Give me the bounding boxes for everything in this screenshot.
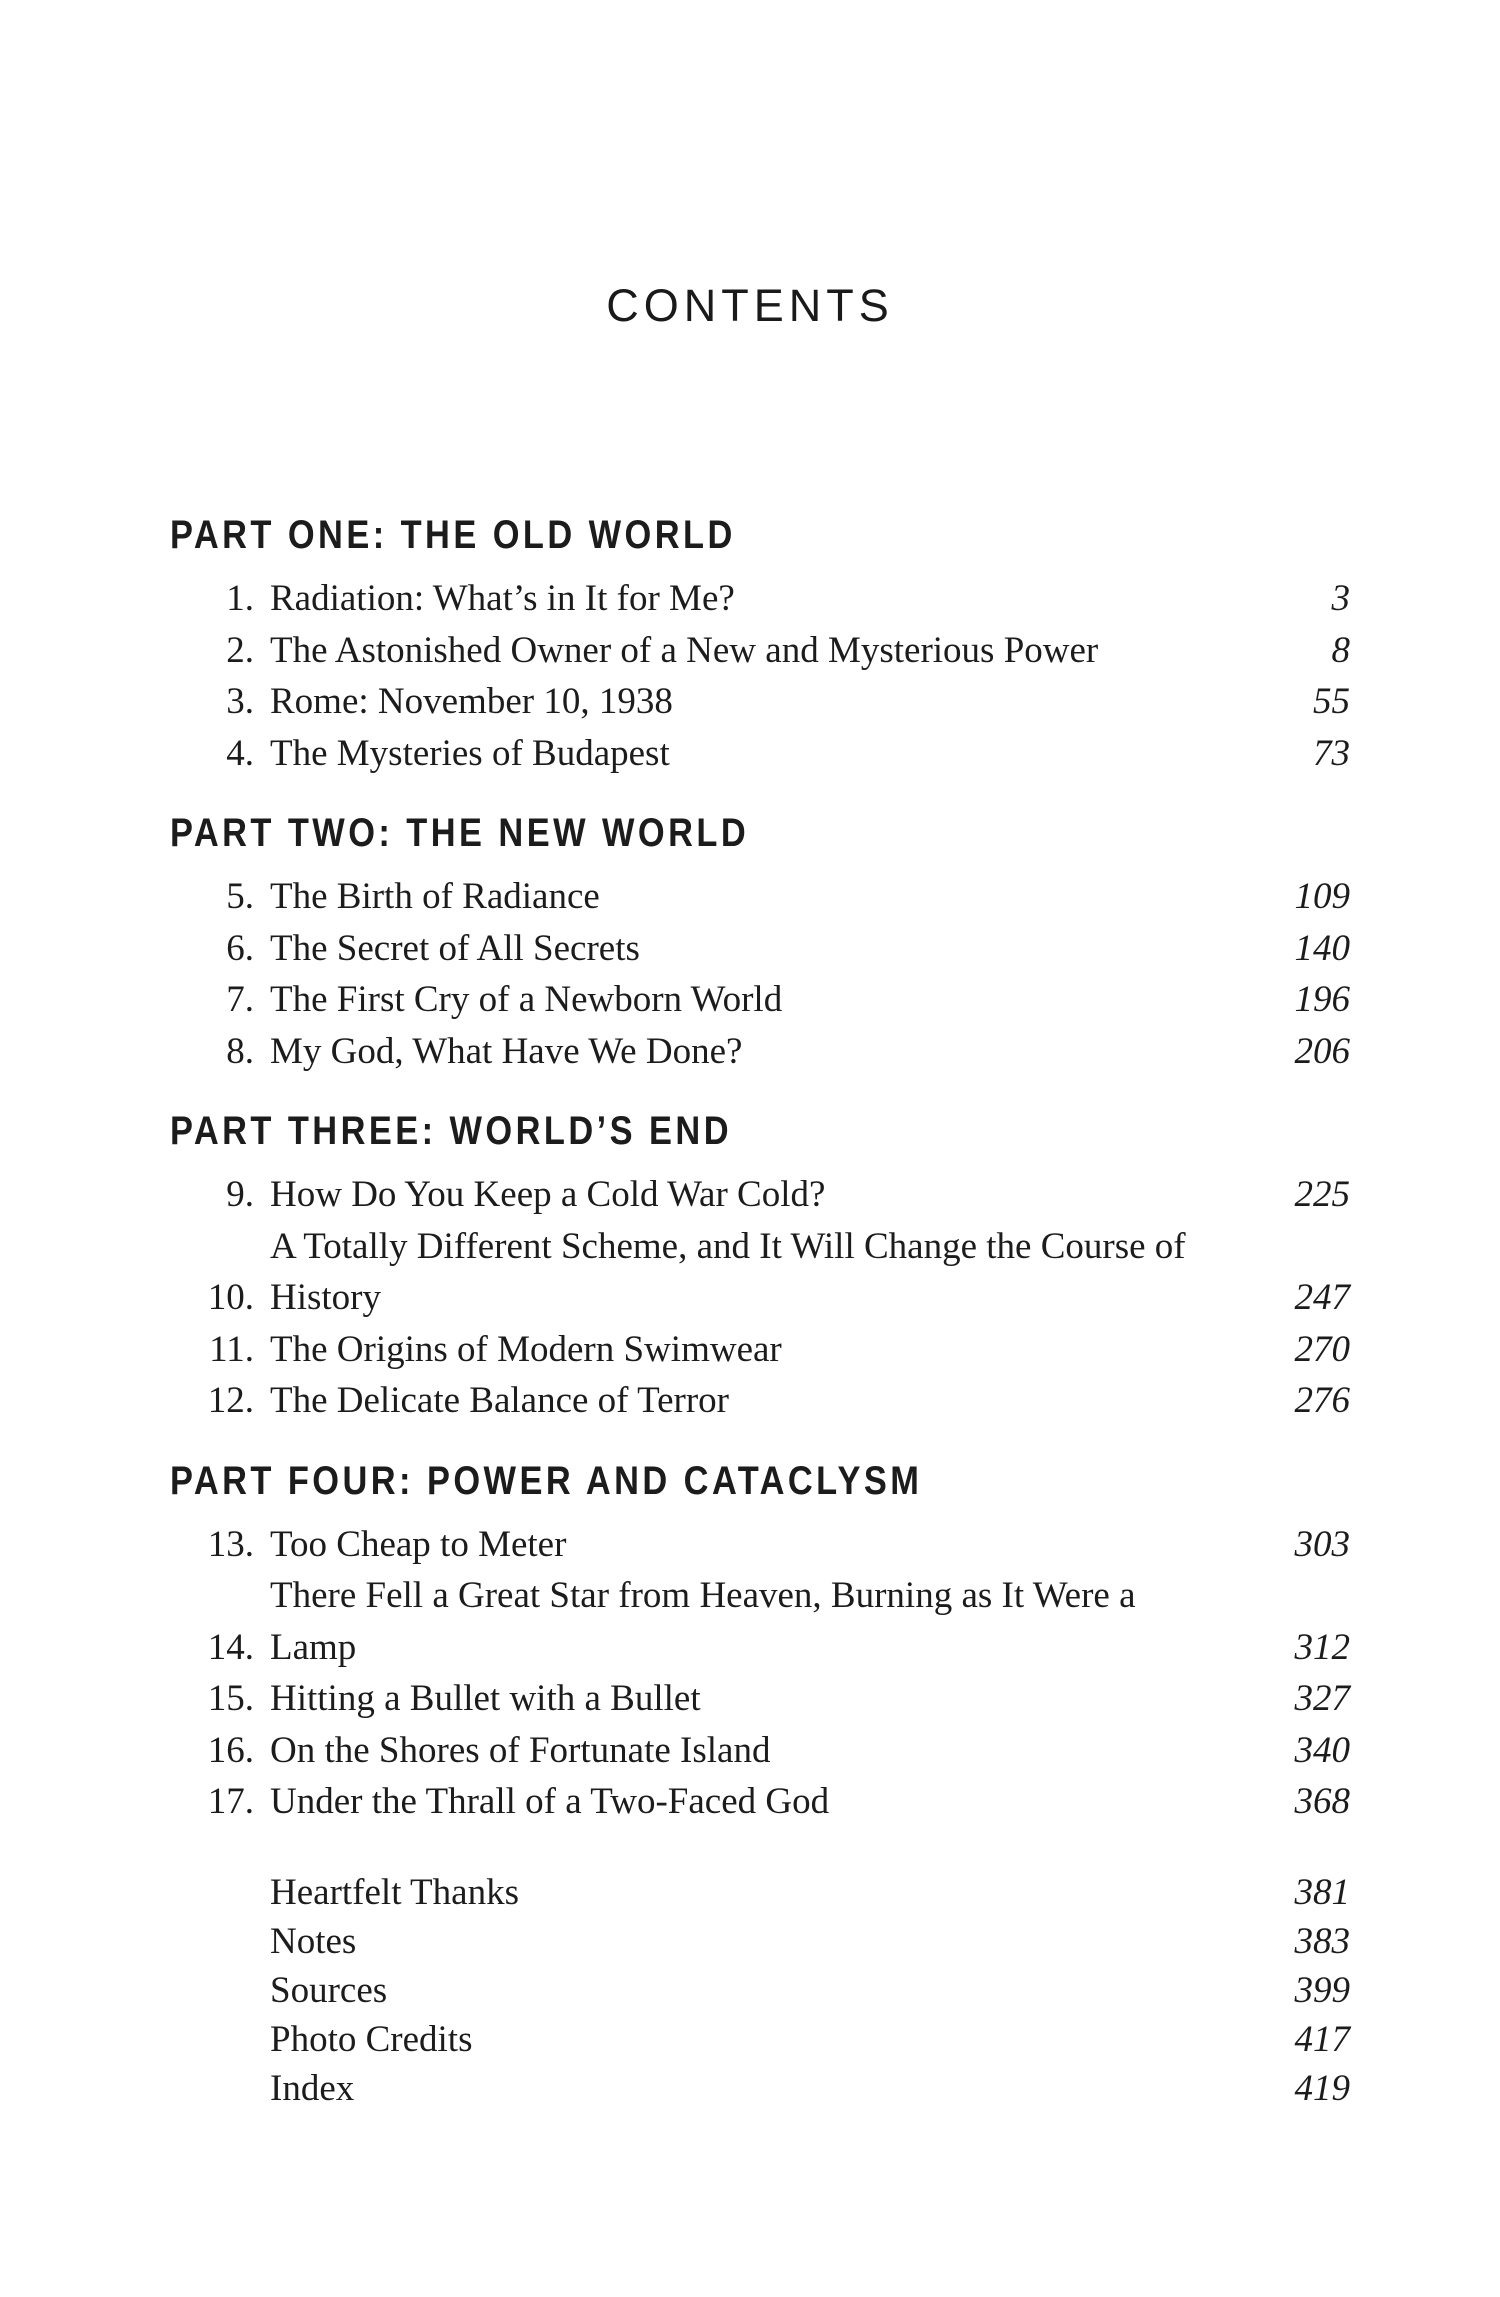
chapter-number: 17. — [207, 1781, 254, 1822]
chapter-number: 14. — [207, 1626, 254, 1668]
chapter-number: 3. — [226, 681, 254, 722]
toc-entry[interactable] — [170, 1169, 1350, 1221]
chapter-number: 13. — [207, 1523, 254, 1565]
chapter-number: 10. — [207, 1277, 254, 1318]
chapter-number: 16. — [207, 1729, 254, 1771]
part-heading: PART THREE: WORLD’S END — [170, 1109, 732, 1153]
back-matter-title: Sources — [270, 1969, 388, 2011]
chapter-title: Too Cheap to Meter — [270, 1523, 567, 1565]
page-number: 399 — [1294, 1969, 1350, 2011]
part-heading: PART FOUR: POWER AND CATACLYSM — [170, 1458, 923, 1503]
page-number: 383 — [1294, 1920, 1350, 1962]
chapter-number: 11. — [209, 1328, 254, 1370]
chapter-title: Rome: November 10, 1938 — [270, 681, 673, 722]
chapter-title: The Astonished Owner of a New and Mysterious Power — [270, 629, 1099, 671]
chapter-title: Radiation: What’s in It for Me? — [270, 578, 735, 619]
page-number: 55 — [1313, 681, 1350, 722]
toc-entry[interactable] — [170, 2064, 1350, 2113]
part-heading: PART TWO: THE NEW WORLD — [170, 811, 750, 855]
chapter-number: 15. — [207, 1678, 254, 1719]
page-number: 417 — [1294, 2018, 1350, 2060]
part-one — [170, 505, 1350, 779]
chapter-number: 5. — [226, 876, 254, 917]
toc-entry[interactable] — [170, 573, 1350, 625]
chapter-number: 8. — [226, 1030, 254, 1072]
page-number: 368 — [1294, 1781, 1350, 1822]
part-four — [170, 1451, 1350, 1828]
page-number: 327 — [1294, 1678, 1350, 1719]
chapter-number: 6. — [226, 927, 254, 969]
back-matter-title: Photo Credits — [270, 2018, 473, 2060]
part-two — [170, 803, 1350, 1077]
chapter-title: There Fell a Great Star from Heaven, Burning as It Were a Lamp — [270, 1575, 1136, 1668]
toc-entry[interactable] — [170, 1673, 1350, 1725]
toc-entry[interactable] — [170, 1324, 1350, 1376]
page-number: 247 — [1294, 1277, 1350, 1318]
chapter-title: On the Shores of Fortunate Island — [270, 1729, 771, 1771]
page-number: 270 — [1294, 1328, 1350, 1370]
toc-entry[interactable] — [170, 1725, 1350, 1777]
toc-entry[interactable] — [170, 1776, 1350, 1828]
page-number: 206 — [1294, 1030, 1350, 1072]
toc-entry[interactable] — [170, 676, 1350, 728]
toc-entry[interactable] — [170, 625, 1350, 677]
chapter-number: 2. — [226, 629, 254, 671]
page-number: 8 — [1331, 629, 1350, 671]
toc-entry[interactable] — [170, 871, 1350, 923]
page-number: 196 — [1294, 979, 1350, 1020]
toc-entry[interactable] — [170, 2015, 1350, 2064]
toc-entry[interactable] — [170, 1221, 1350, 1324]
page-number: 419 — [1294, 2067, 1350, 2109]
chapter-number: 1. — [226, 578, 254, 619]
page-title: CONTENTS — [606, 280, 894, 331]
chapter-number: 9. — [226, 1174, 254, 1215]
back-matter-title: Index — [270, 2067, 355, 2109]
chapter-number: 7. — [226, 979, 254, 1020]
page-number: 140 — [1294, 927, 1350, 969]
page-number: 303 — [1294, 1523, 1350, 1565]
chapter-title: The Secret of All Secrets — [270, 927, 640, 969]
back-matter-title: Heartfelt Thanks — [270, 1871, 519, 1913]
chapter-number: 4. — [226, 732, 254, 774]
chapter-title: The First Cry of a Newborn World — [270, 979, 783, 1020]
back-matter-title: Notes — [270, 1920, 357, 1962]
toc-entry[interactable] — [170, 974, 1350, 1026]
chapter-title: The Mysteries of Budapest — [270, 732, 670, 774]
page-number: 109 — [1294, 876, 1350, 917]
toc-entry[interactable] — [170, 1375, 1350, 1427]
toc-entry[interactable] — [170, 1026, 1350, 1078]
toc-entry[interactable] — [170, 1917, 1350, 1966]
part-three — [170, 1101, 1350, 1427]
chapter-title: The Delicate Balance of Terror — [270, 1380, 729, 1421]
page-number: 340 — [1294, 1729, 1350, 1771]
page-number: 312 — [1294, 1626, 1350, 1668]
chapter-title: The Origins of Modern Swimwear — [270, 1328, 782, 1370]
page-number: 381 — [1294, 1871, 1350, 1913]
part-heading: PART ONE: THE OLD WORLD — [170, 513, 736, 557]
table-of-contents — [170, 505, 1350, 2113]
chapter-title: A Totally Different Scheme, and It Will Change the Course of History — [270, 1225, 1186, 1318]
toc-entry[interactable] — [170, 1570, 1350, 1673]
toc-entry[interactable] — [170, 1966, 1350, 2015]
page-number: 276 — [1294, 1380, 1350, 1421]
chapter-title: Hitting a Bullet with a Bullet — [270, 1678, 701, 1719]
page-number: 225 — [1294, 1174, 1350, 1215]
page-number: 3 — [1331, 578, 1350, 619]
chapter-title: How Do You Keep a Cold War Cold? — [270, 1174, 826, 1215]
chapter-title: My God, What Have We Done? — [270, 1030, 743, 1072]
page-number: 73 — [1313, 732, 1350, 774]
toc-entry[interactable] — [170, 1519, 1350, 1571]
chapter-number: 12. — [207, 1380, 254, 1421]
chapter-title: The Birth of Radiance — [270, 876, 600, 917]
chapter-title: Under the Thrall of a Two-Faced God — [270, 1781, 830, 1822]
back-matter — [170, 1868, 1350, 2113]
toc-entry[interactable] — [170, 728, 1350, 780]
toc-entry[interactable] — [170, 1868, 1350, 1917]
toc-entry[interactable] — [170, 923, 1350, 975]
